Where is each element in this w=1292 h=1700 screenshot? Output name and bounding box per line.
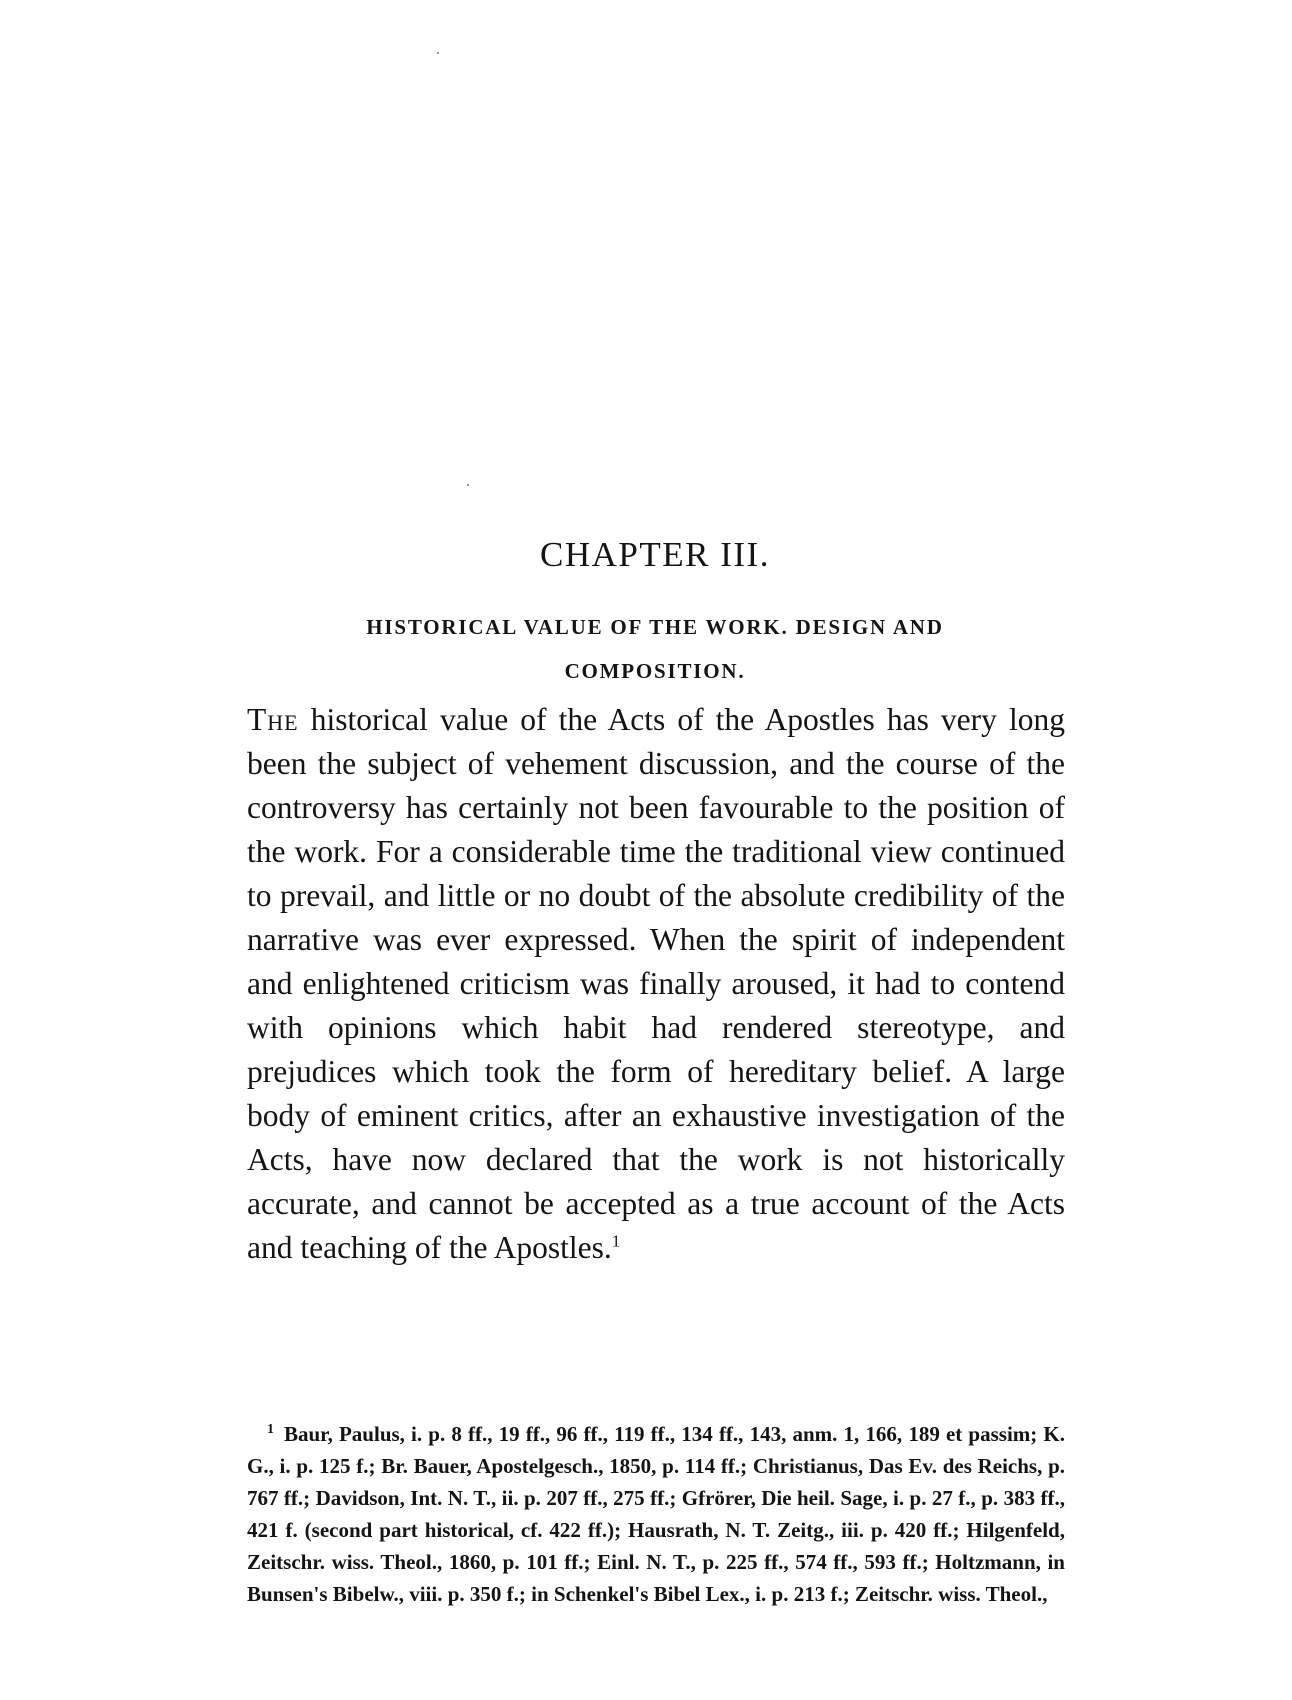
footnote-marker: 1 [267,1422,274,1437]
scan-speck [437,52,439,54]
scan-speck [467,484,469,486]
lead-word: The [247,702,299,737]
footnote-reference[interactable]: 1 [611,1231,621,1251]
body-text: historical value of the Acts of the Apostles has very long been the subject of vehement discussion, and the course of the controversy has certainly not been favourable to the position of the work. For a considerable time the traditional view continued to prevail, and little or no doubt of the absolute credibility of the narrative was ever expressed. When the spirit of independent and enlightened criticism was finally aroused, it had to contend with opinions which habit had rendered stereotype, and prejudices which took the form of hereditary belief. A large body of eminent critics, after an exhaustive investigation of the Acts, have now declared that the work is not historically accurate, and cannot be accepted as a true account of the Acts and teaching of the Apostles. [247,702,1066,1265]
chapter-title: CHAPTER III. [540,535,770,574]
body-paragraph [247,698,1065,1270]
footnote-text: Baur, Paulus, i. p. 8 ff., 19 ff., 96 ff., 119 ff., 134 ff., 143, anm. 1, 166, 189 et passim; K. G., i. p. 125 f.; Br. Bauer, Apostelgesch., 1850, p. 114 ff.; Christianus, Das Ev. des Reichs, p. 767 ff.; Davidson, Int. N. T., ii. p. 207 ff., 275 ff.; Gfrörer, Die heil. Sage, i. p. 27 f., p. 383 ff., 421 f. (second part historical, cf. 422 ff.); Hausrath, N. T. Zeitg., iii. p. 420 ff.; Hilgenfeld, Zeitschr. wiss. Theol., 1860, p. 101 ff.; Einl. N. T., p. 225 ff., 574 ff., 593 ff.; Holtzmann, in Bunsen's Bibelw., viii. p. 350 f.; in Schenkel's Bibel Lex., i. p. 213 f.; Zeitschr. wiss. Theol., [247,1422,1065,1606]
footnote [247,1418,1065,1610]
chapter-subtitle: HISTORICAL VALUE OF THE WORK. DESIGN AND COMPOSITION. [366,615,944,683]
